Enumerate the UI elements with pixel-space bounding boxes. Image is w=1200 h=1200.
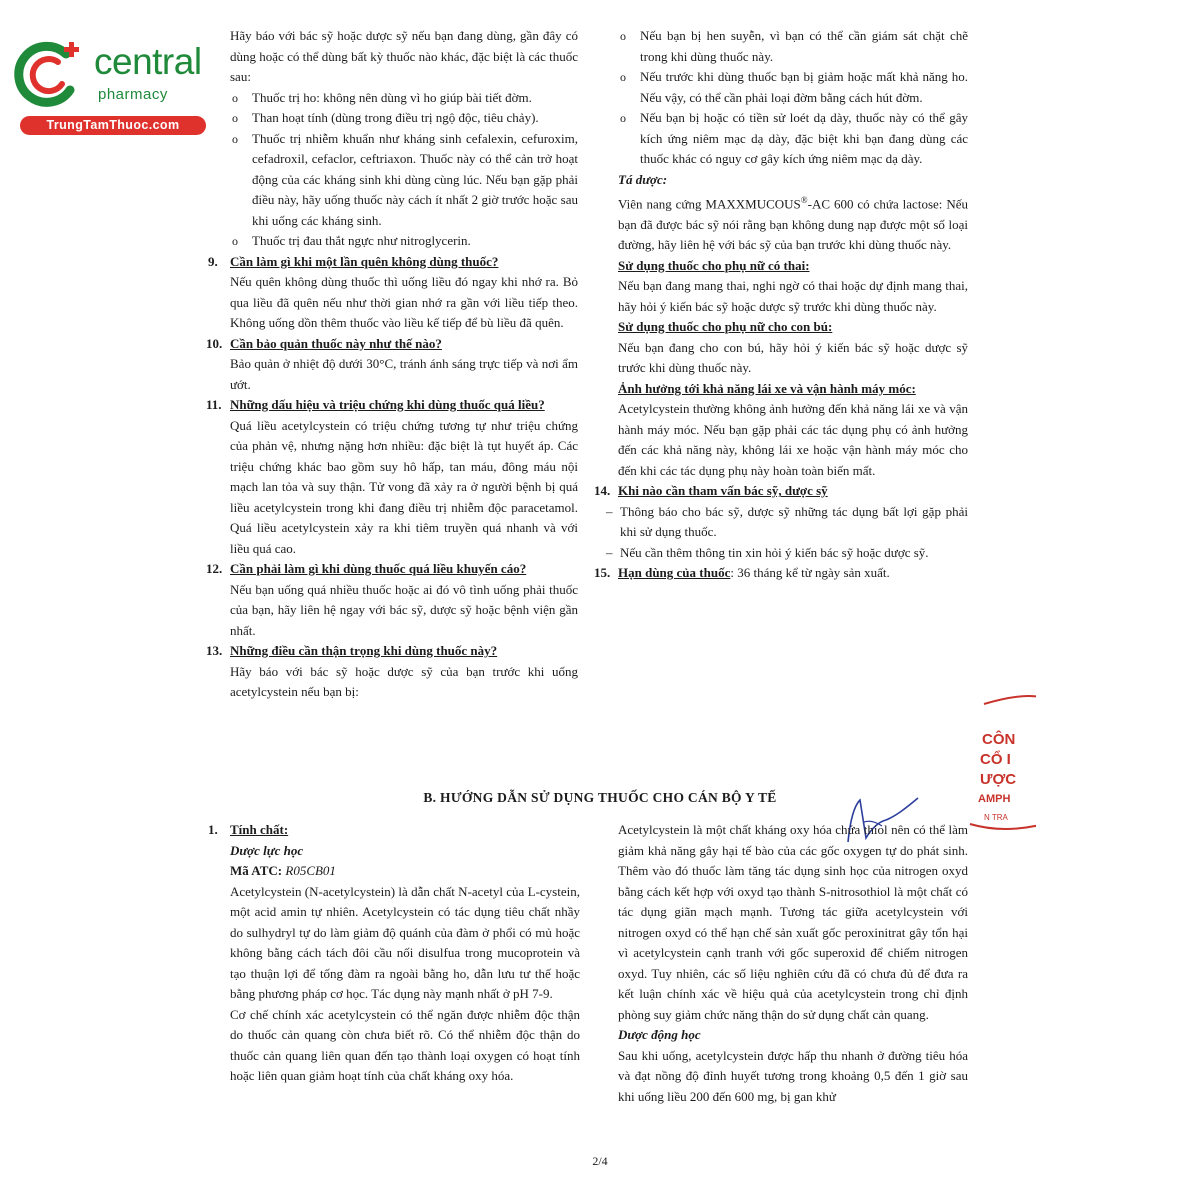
paragraph: Acetylcystein là một chất kháng oxy hóa chứa thiol nên có thể làm giảm khả năng gây hại tế bào của các gốc oxygen tự do phát sinh. Thêm vào đó thuốc làm tăng tác dụng sinh học của nitrogen oxyd bằng cách kết hợp với oxyd tạo thành S-nitrosothiol là một chất có tác dụng giãn mạch mạnh. Tương tác giữa acetylcystein với nitrogen oxyd có thể hạn chế sản xuất gốc peroxinitrat gây tổn hại vì acetylcystein cạnh tranh với gốc superoxid để chiếm nitrogen oxyd. Tuy nhiên, các số liệu nghiên cứu đã có chưa đủ để đưa ra kết luận chính xác về hiệu quả của acetylcystein trong chỉ định phòng suy giảm chức năng thận do sử dụng chất cản quang.	[618, 822, 968, 1022]
logo-c-cross-icon	[14, 40, 84, 110]
interaction-intro: Hãy báo với bác sỹ hoặc dược sỹ nếu bạn đang dùng, gần đây có dùng hoặc có thể dùng bất kỳ thuốc nào khác, đặc biệt là các thuốc sau:	[230, 28, 578, 84]
excipient-text: Viên nang cứng MAXXMUCOUS	[618, 196, 801, 212]
section-heading: Khi nào cần tham vấn bác sỹ, dược sỹ	[618, 483, 828, 499]
logo-brand-name: central	[94, 41, 202, 82]
section-10	[206, 334, 578, 396]
paragraph: Cơ chế chính xác acetylcystein có thể ngăn được nhiễm độc thận do thuốc cản quang còn chưa biết rõ. Có thể nhiễm độc thận do thuốc cản quang liên quan đến tạo thành loại oxygen có hoạt tính hoặc liên quan giảm hoạt tính của chất kháng oxy hóa.	[230, 1006, 580, 1083]
column-top-left	[206, 26, 578, 703]
section-body	[618, 563, 968, 584]
registered-mark: ®	[800, 195, 808, 205]
section-body: Nếu bạn uống quá nhiều thuốc hoặc ai đó vô tình uống phải thuốc của bạn, hãy liên hệ ngay với bác sỹ, dược sỹ hoặc bệnh viện gần nhất.	[230, 581, 578, 638]
column-top-right	[594, 26, 968, 584]
section-number: 12.	[206, 561, 223, 576]
section-number: 10.	[206, 335, 223, 351]
stamp-line: N TRA	[984, 813, 1008, 822]
section-body: Bảo quản ở nhiệt độ dưới 30°C, tránh ánh sáng trực tiếp và nơi ẩm ướt.	[230, 356, 578, 392]
central-pharmacy-logo[interactable]	[8, 36, 220, 136]
section-number: 1.	[208, 822, 218, 837]
section-heading: Những dấu hiệu và triệu chứng khi dùng thuốc quá liều?	[230, 397, 545, 412]
excipient-body	[618, 190, 968, 256]
pregnancy-body: Nếu bạn đang mang thai, nghi ngờ có thai hoặc dự định mang thai, hãy hỏi ý kiến bác sỹ hoặc dược sỹ trước khi dùng thuốc này.	[618, 278, 968, 314]
driving-body: Acetylcystein thường không ảnh hưởng đến khả năng lái xe và vận hành máy móc. Nếu bạn gặp phải các tác dụng phụ có ảnh hưởng đến các khả năng này, không lái xe hoặc vận hành máy móc cho đến khi các tác dụng phụ này hoàn toàn biến mất.	[618, 401, 968, 478]
list-item: o Thuốc trị nhiễm khuẩn như kháng sinh cefalexin, cefuroxim, cefadroxil, cefaclor, ceftriaxon. Thuốc này có thể cản trở hoạt động của các kháng sinh khi dùng cùng lúc. Nếu bạn gặp phải điều này, hãy uống thuốc này cách ít nhất 2 giờ trước hoặc sau khi uống các kháng sinh.	[230, 129, 578, 232]
paragraph: Sau khi uống, acetylcystein được hấp thu nhanh ở đường tiêu hóa và đạt nồng độ đỉnh huyết tương trong khoảng 0,5 đến 1 giờ sau khi uống liều 200 đến 600 mg, bị gan khử	[618, 1047, 968, 1104]
pharmacodynamics-heading: Dược lực học	[230, 842, 304, 858]
section-b-heading: B. HƯỚNG DẪN SỬ DỤNG THUỐC CHO CÁN BỘ Y TẾ	[423, 790, 777, 805]
list-item: – Nếu cần thêm thông tin xin hỏi ý kiến bác sỹ hoặc dược sỹ.	[602, 543, 968, 564]
section-9	[208, 252, 578, 334]
excipient-text: -AC 600 có chứa lactose: Nếu bạn đã được bác sỹ nói rằng bạn không dung nạp được một số loại đường, hãy liên hệ với bác sỹ của bạn trước khi dùng thuốc này.	[618, 196, 968, 253]
pregnancy-heading: Sử dụng thuốc cho phụ nữ có thai:	[618, 257, 810, 273]
section-number: 15.	[594, 565, 611, 581]
list-item: o Nếu trước khi dùng thuốc bạn bị giảm hoặc mất khả năng ho. Nếu vậy, có thể cần phải loại đờm bằng cách hút đờm.	[618, 67, 968, 108]
logo-site-badge[interactable]: TrungTamThuoc.com	[20, 116, 206, 135]
section-heading: Những điều cần thận trọng khi dùng thuốc này?	[230, 643, 498, 658]
lactation-body: Nếu bạn đang cho con bú, hãy hỏi ý kiến bác sỹ hoặc dược sỹ trước khi dùng thuốc này.	[618, 339, 968, 376]
list-item: o Nếu bạn bị hen suyễn, vì bạn có thể cần giám sát chặt chẽ trong khi dùng thuốc này.	[618, 26, 968, 67]
section-body: Nếu quên không dùng thuốc thì uống liều đó ngay khi nhớ ra. Bỏ qua liều đã quên nếu như thời gian nhớ ra gần với liều tiếp theo. Không uống dồn thêm thuốc vào liều kế tiếp để bù liều đã quên.	[230, 274, 578, 330]
driving-heading: Ảnh hưởng tới khả năng lái xe và vận hành máy móc:	[618, 380, 916, 396]
stamp-line: CỔ I	[980, 751, 1011, 768]
section-number: 14.	[594, 483, 611, 499]
page-number: 2/4	[592, 1154, 608, 1168]
section-13	[206, 641, 578, 703]
section-1	[208, 820, 580, 841]
stamp-line: CÔN	[982, 731, 1016, 748]
lactation-heading: Sử dụng thuốc cho phụ nữ cho con bú:	[618, 319, 833, 335]
section-14	[594, 481, 968, 563]
section-heading: Cần bảo quản thuốc này như thế nào?	[230, 335, 442, 351]
column-bottom-left	[208, 820, 580, 1087]
logo-brand-sub: pharmacy	[98, 86, 168, 103]
section-heading: Cần phải làm gì khi dùng thuốc quá liều khuyến cáo?	[230, 561, 527, 576]
atc-code-line	[230, 861, 580, 882]
paragraph: Acetylcystein (N-acetylcystein) là dẫn chất N-acetyl của L-cystein, một acid amin tự nhiên. Acetylcystein có tác dụng tiêu chất nhầy do sulhydryl tự do làm giảm độ quánh của đàm ở phổi có mủ hoặc không bằng cách tách đôi cầu nối disulfua trong mucoprotein và tạo thuận lợi để tống đàm ra ngoài bằng ho, dẫn lưu tư thế hoặc bằng phương pháp cơ học. Tác dụng này mạnh nhất ở pH 7-9.	[230, 883, 580, 1001]
section-heading: Cần làm gì khi một lần quên không dùng thuốc?	[230, 253, 499, 269]
atc-label: Mã ATC:	[230, 863, 286, 878]
shelf-life-text: : 36 tháng kể từ ngày sản xuất.	[730, 565, 890, 581]
column-bottom-right	[618, 820, 968, 1107]
pharmacokinetics-heading: Dược động học	[618, 1027, 701, 1042]
caution-list	[618, 26, 968, 170]
list-item: o Thuốc trị đau thắt ngực như nitroglycerin.	[230, 231, 578, 252]
stamp-line: ƯỢC	[980, 771, 1017, 788]
company-stamp	[964, 684, 1036, 834]
atc-code: R05CB01	[285, 863, 336, 878]
section-heading: Hạn dùng của thuốc	[618, 565, 731, 581]
section-number: 13.	[206, 643, 223, 658]
list-item: – Thông báo cho bác sỹ, dược sỹ những tác dụng bất lợi gặp phải khi sử dụng thuốc.	[602, 502, 968, 543]
section-heading: Tính chất:	[230, 822, 289, 837]
excipient-heading: Tá dược:	[618, 171, 668, 187]
interaction-list	[230, 88, 578, 252]
section-number: 11.	[206, 397, 222, 412]
section-12	[206, 559, 578, 641]
section-body: Quá liều acetylcystein có triệu chứng tương tự như triệu chứng của phản vệ, nhưng nặng hơn nhiều: đặc biệt là tụt huyết áp. Các triệu chứng khác bao gồm suy hô hấp, tan máu, đông máu nội mạch lan tỏa và suy thận. Tử vong đã xảy ra ở người bệnh bị quá liều acetylcystein trong khi đang điều trị nhiễm độc paracetamol. Quá liều acetylcystein xảy ra khi tiêm truyền quá nhanh và với liều quá cao.	[230, 417, 578, 556]
section-15	[594, 563, 968, 584]
section-number: 9.	[208, 253, 218, 269]
section-body: Hãy báo với bác sỹ hoặc dược sỹ của bạn trước khi uống acetylcystein nếu bạn bị:	[230, 663, 578, 699]
list-item: o Thuốc trị ho: không nên dùng vì ho giúp bài tiết đờm.	[230, 88, 578, 109]
list-item: o Than hoạt tính (dùng trong điều trị ngộ độc, tiêu chảy).	[230, 108, 578, 129]
stamp-line: AMPH	[978, 793, 1011, 805]
list-item: o Nếu bạn bị hoặc có tiền sử loét dạ dày, thuốc này có thể gây kích ứng niêm mạc dạ dày, đặc biệt khi bạn đang dùng các thuốc khác có nguy cơ gây kích ứng niêm mạc dạ dày.	[618, 108, 968, 170]
section-11	[206, 395, 578, 559]
